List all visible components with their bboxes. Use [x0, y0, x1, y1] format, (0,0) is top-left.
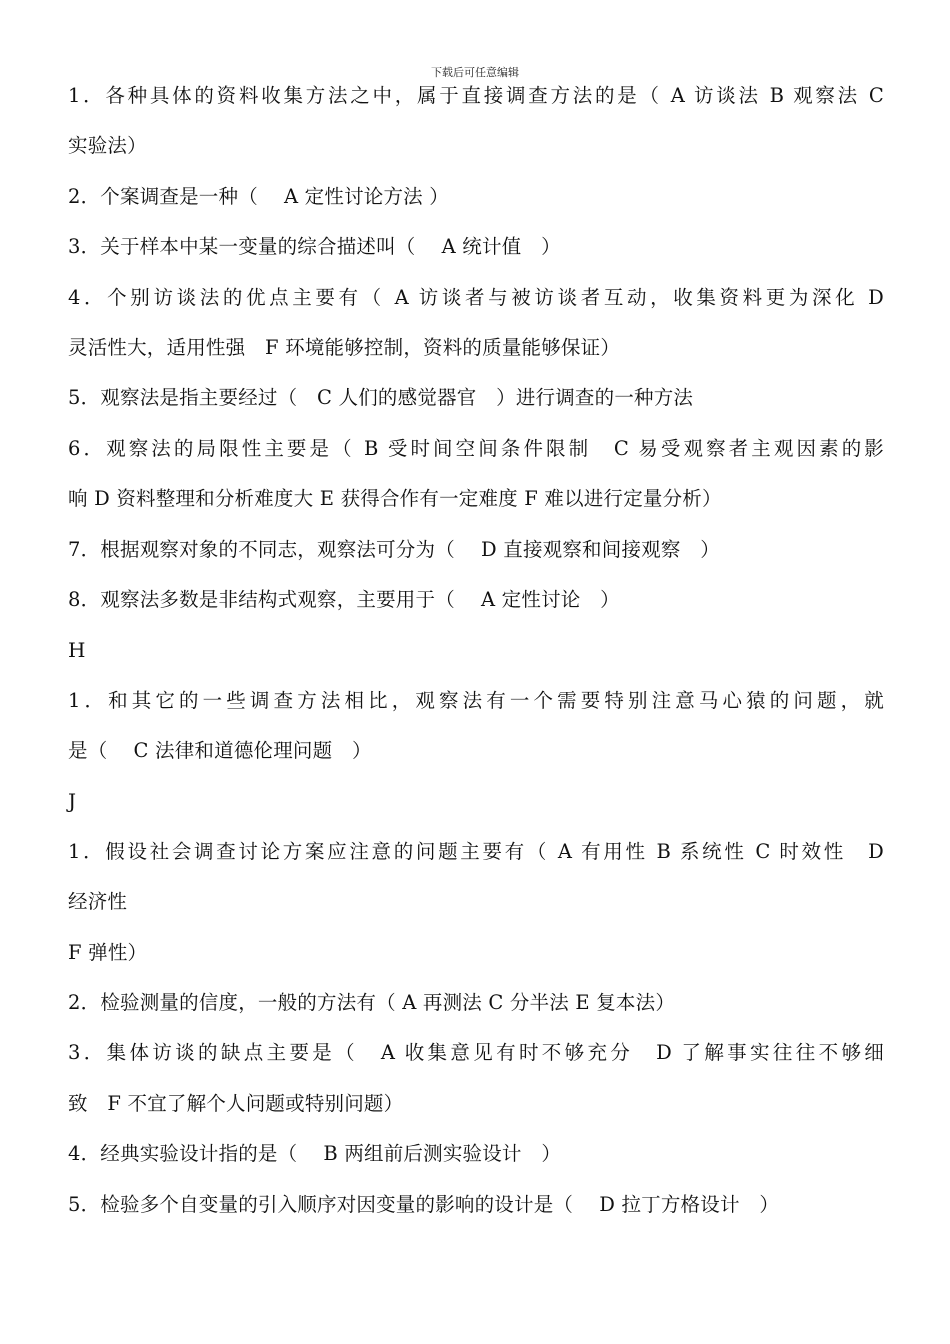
text-line: 2．个案调查是一种（ A 定性讨论方法 ）	[68, 184, 449, 208]
text-line: 5．观察法是指主要经过（ C 人们的感觉器官 ）进行调查的一种方法	[68, 386, 694, 410]
text-line: 1．各种具体的资料收集方法之中，属于直接调查方法的是（ A 访谈法 B 观察法 C	[68, 84, 884, 107]
text-line: 8．观察法多数是非结构式观察，主要用于（ A 定性讨论 ）	[68, 587, 620, 611]
text-line: 5．检验多个自变量的引入顺序对因变量的影响的设计是（ D 拉丁方格设计 ）	[68, 1192, 780, 1216]
text-line: 响 D 资料整理和分析难度大 E 获得合作有一定难度 F 难以进行定量分析）	[68, 487, 722, 511]
section-heading: H	[68, 638, 86, 663]
text-line: 4．个别访谈法的优点主要有（ A 访谈者与被访谈者互动，收集资料更为深化 D	[68, 285, 884, 309]
text-line: 实验法）	[68, 134, 147, 158]
text-line: 1．和其它的一些调查方法相比，观察法有一个需要特别注意马心猿的问题，就	[68, 688, 884, 712]
text-line: 4．经典实验设计指的是（ B 两组前后测实验设计 ）	[68, 1142, 562, 1166]
section-heading: J	[68, 789, 77, 814]
document-body	[68, 78, 884, 1237]
text-line: 1．假设社会调查讨论方案应注意的问题主要有（ A 有用性 B 系统性 C 时效性 D	[68, 839, 884, 863]
text-line: 3．关于样本中某一变量的综合描述叫（ A 统计值 ）	[68, 235, 561, 259]
header-note: 下载后可任意编辑	[431, 66, 519, 79]
text-line: 6．观察法的局限性主要是（ B 受时间空间条件限制 C 易受观察者主观因素的影	[68, 436, 884, 460]
text-line: 致 F 不宜了解个人问题或特别问题）	[68, 1091, 404, 1115]
text-line: 3．集体访谈的缺点主要是（ A 收集意见有时不够充分 D 了解事实往往不够细	[68, 1041, 884, 1065]
text-line: 经济性	[68, 890, 128, 914]
text-line: 2．检验测量的信度，一般的方法有（ A 再测法 C 分半法 E 复本法）	[68, 991, 676, 1015]
text-line: F 弹性）	[68, 940, 148, 964]
text-line: 灵活性大，适用性强 F 环境能够控制，资料的质量能够保证）	[68, 335, 621, 359]
text-line: 7．根据观察对象的不同志，观察法可分为（ D 直接观察和间接观察 ）	[68, 537, 720, 561]
text-line: 是（ C 法律和道德伦理问题 ）	[68, 739, 372, 763]
